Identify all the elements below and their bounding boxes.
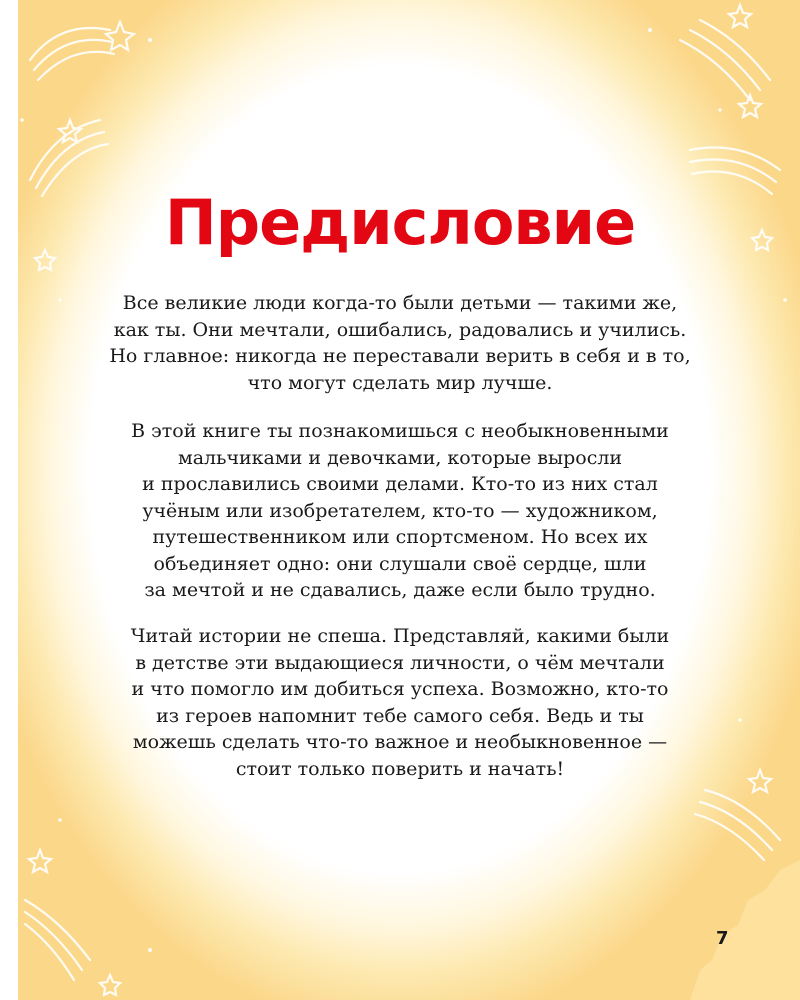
text-line: Читай истории не спеша. Представляй, какими были — [130, 625, 670, 647]
shooting-star-icon — [680, 5, 770, 100]
text-line: мальчиками и девочками, которые выросли — [177, 446, 623, 469]
text-line: и прославились своими делами. Кто-то из них стал — [142, 473, 658, 495]
torn-paper-corner — [690, 860, 800, 1000]
star-icon — [100, 975, 120, 995]
shooting-star-icon — [25, 850, 90, 980]
paragraph-2 — [90, 418, 710, 604]
text-line: В этой книге ты познакомишься с необыкновенными — [131, 420, 669, 442]
text-line: Все великие люди когда-то были детьми — такими же, — [122, 292, 678, 314]
text-line: что могут сделать мир лучше. — [247, 371, 553, 394]
text-line: и что помогло им добиться успеха. Возможно, кто-то — [131, 678, 669, 700]
shooting-star-icon — [30, 120, 108, 196]
shooting-star-icon — [30, 22, 134, 80]
text-line: путешественником или спортсменом. Но всех их — [152, 526, 648, 548]
paragraph-3 — [90, 623, 710, 782]
text-line: в детстве эти выдающиеся личности, о чём мечтали — [135, 651, 665, 674]
text-line: Но главное: никогда не переставали верить в себя и в то, — [109, 345, 691, 367]
text-line: за мечтой и не сдавались, даже если было трудно. — [144, 579, 656, 601]
text-line: учёным или изобретателем, кто-то — художником, — [142, 499, 658, 522]
text-line: объединяет одно: они слушали своё сердце, шли — [153, 552, 647, 575]
shooting-star-icon — [690, 95, 780, 194]
text-line: из героев напомнит тебе самого себя. Ведь и ты — [156, 704, 644, 727]
text-line: как ты. Они мечтали, ошибались, радовались и учились. — [113, 318, 687, 341]
text-line: можешь сделать что-то важное и необыкновенное — — [132, 731, 668, 753]
page-number: 7 — [716, 928, 729, 949]
page-title: Предисловие — [164, 186, 636, 259]
paragraph-1 — [90, 290, 710, 396]
shooting-star-icon — [695, 770, 780, 860]
text-line: стоит только поверить и начать! — [235, 757, 565, 780]
